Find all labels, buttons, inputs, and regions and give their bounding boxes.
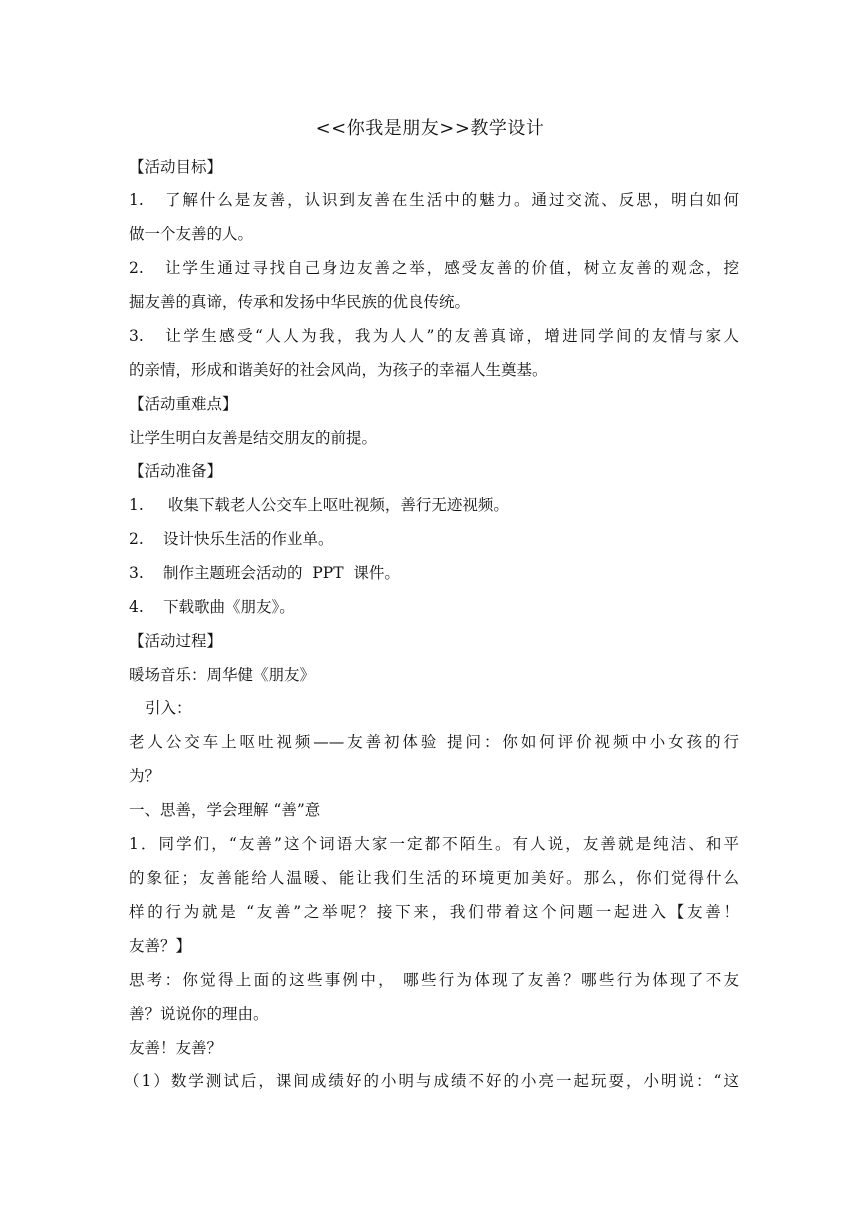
preparation-1-number: 1. [129,496,144,514]
preparation-item-1 [129,495,739,515]
preparation-3-number: 3. [129,564,144,582]
friendly-question-heading: 友善！友善？ [129,1039,223,1057]
objective-2-line-1 [129,258,739,278]
preparation-item-2 [129,529,739,549]
paragraph-1-line-4: 友善？】 [129,937,192,955]
key-points-text: 让学生明白友善是结交朋友的前提。 [129,429,378,447]
key-points-heading: 【活动重难点】 [129,395,238,413]
objective-2-text-a: 让学生通过寻找自己身边友善之举，感受友善的价值，树立友善的观念，挖 [163,259,739,277]
preparation-heading: 【活动准备】 [129,462,223,480]
objective-1-line-2: 做一个友善的人。 [129,225,254,243]
part-one-heading: 一、思善，学会理解 “善”意 [129,801,321,819]
warmup-music: 暖场音乐：周华健《朋友》 [129,666,316,684]
objective-3-text-a: 让学生感受“人人为我，我为人人”的友善真谛，增进同学间的友情与家人 [163,327,739,345]
objective-2-number: 2. [129,259,144,277]
case-1-line: （1）数学测试后，课间成绩好的小明与成绩不好的小亮一起玩耍，小明说：“这 [124,1072,739,1090]
preparation-1-text: 收集下载老人公交车上呕吐视频，善行无迹视频。 [163,496,509,514]
objective-1-text-a: 了解什么是友善，认识到友善在生活中的魅力。通过交流、反思，明白如何 [163,191,739,209]
thinking-line-1: 思考：你觉得上面的这些事例中， 哪些行为体现了友善？哪些行为体现了不友 [129,971,739,989]
objective-3-line-1 [129,326,739,346]
paragraph-1-line-2: 的象征；友善能给人温暖、能让我们生活的环境更加美好。那么，你们觉得什么 [129,869,739,887]
paragraph-1-line-3: 样的行为就是 “友善”之举呢？接下来，我们带着这个问题一起进入【友善！ [129,903,739,921]
preparation-2-text: 设计快乐生活的作业单。 [163,530,334,548]
objective-2-line-2: 掘友善的真谛，传承和发扬中华民族的优良传统。 [129,293,471,311]
preparation-2-number: 2. [129,530,144,548]
document-title: <<你我是朋友>>教学设计 [315,118,545,139]
video-line-2: 为？ [129,767,161,785]
introduction-label: 引入： [145,699,192,717]
preparation-item-4 [129,597,739,617]
process-heading: 【活动过程】 [129,632,223,650]
thinking-line-2: 善？说说你的理由。 [129,1005,269,1023]
objective-1-line-1 [129,190,739,210]
objectives-heading: 【活动目标】 [129,158,223,176]
video-line-1: 老人公交车上呕吐视频——友善初体验 提问：你如何评价视频中小女孩的行 [129,733,739,751]
objective-3-line-2: 的亲情，形成和谐美好的社会风尚，为孩子的幸福人生奠基。 [129,361,548,379]
preparation-item-3 [129,563,739,583]
preparation-4-text: 下载歌曲《朋友》。 [163,598,295,616]
paragraph-1-line-1: 1．同学们，“友善”这个词语大家一定都不陌生。有人说，友善就是纯洁、和平 [129,835,739,853]
preparation-4-number: 4. [129,598,144,616]
objective-3-number: 3. [129,327,144,345]
preparation-3-text: 制作主题班会活动的 PPT 课件。 [163,564,400,582]
objective-1-number: 1. [129,191,144,209]
